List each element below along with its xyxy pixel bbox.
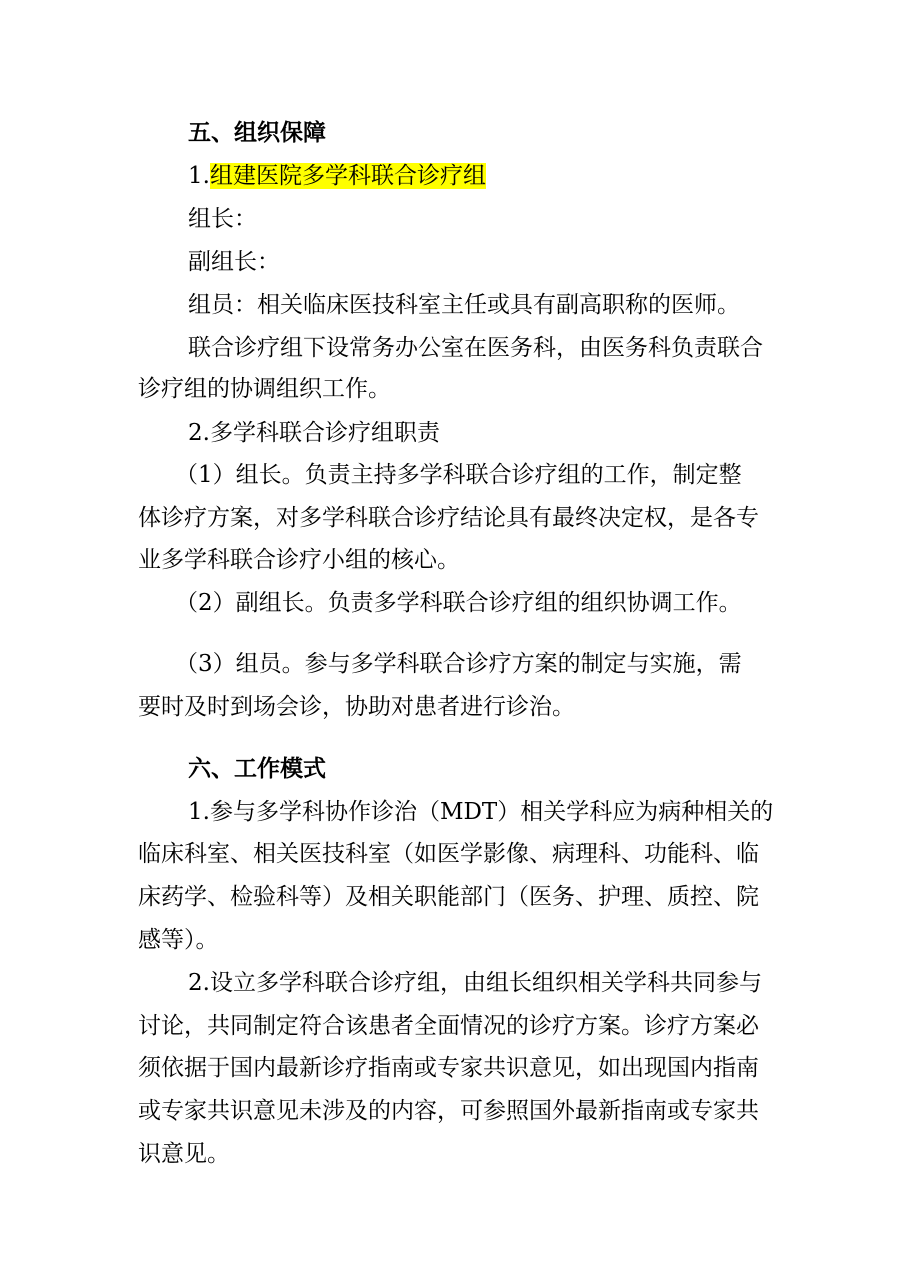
mode-1-line: 床药学、检验科等）及相关职能部门（医务、护理、质控、院 <box>138 884 759 910</box>
mode-2-line: 2.设立多学科联合诊疗组，由组长组织相关学科共同参与 <box>188 970 762 996</box>
office-paragraph-line: 诊疗组的协调组织工作。 <box>138 376 391 402</box>
duty-member-line: （3）组员。参与多学科联合诊疗方案的制定与实施，需 <box>175 651 742 677</box>
duty-leader-line: 业多学科联合诊疗小组的核心。 <box>138 547 460 573</box>
mode-1-line: 感等）。 <box>138 927 219 953</box>
item-1-number: 1. <box>188 163 210 189</box>
item-1-line <box>188 161 486 191</box>
deputy-leader-line: 副组长： <box>188 249 280 275</box>
leader-line: 组长： <box>188 206 257 232</box>
duty-deputy-line: （2）副组长。负责多学科联合诊疗组的组织协调工作。 <box>175 590 742 616</box>
mode-2-line: 讨论，共同制定符合该患者全面情况的诊疗方案。诊疗方案必 <box>138 1013 759 1039</box>
office-paragraph-line: 联合诊疗组下设常务办公室在医务科，由医务科负责联合 <box>188 335 763 361</box>
duty-member-line: 要时及时到场会诊，协助对患者进行诊治。 <box>138 694 575 720</box>
item-1-title-highlighted: 组建医院多学科联合诊疗组 <box>209 163 486 189</box>
mode-1-line: 临床科室、相关医技科室（如医学影像、病理科、功能科、临 <box>138 841 759 867</box>
section-5-heading: 五、组织保障 <box>188 120 326 146</box>
duty-leader-line: 体诊疗方案，对多学科联合诊疗结论具有最终决定权，是各专 <box>138 505 759 531</box>
item-2-heading: 2.多学科联合诊疗组职责 <box>188 420 440 446</box>
section-6-heading: 六、工作模式 <box>188 756 326 782</box>
mode-2-line: 须依据于国内最新诊疗指南或专家共识意见，如出现国内指南 <box>138 1055 759 1081</box>
mode-2-line: 或专家共识意见未涉及的内容，可参照国外最新指南或专家共 <box>138 1098 759 1124</box>
mode-2-line: 识意见。 <box>138 1141 230 1167</box>
duty-leader-line: （1）组长。负责主持多学科联合诊疗组的工作，制定整 <box>175 462 742 488</box>
members-line: 组员：相关临床医技科室主任或具有副高职称的医师。 <box>188 292 740 318</box>
mode-1-line: 1.参与多学科协作诊治（MDT）相关学科应为病种相关的 <box>188 799 774 825</box>
